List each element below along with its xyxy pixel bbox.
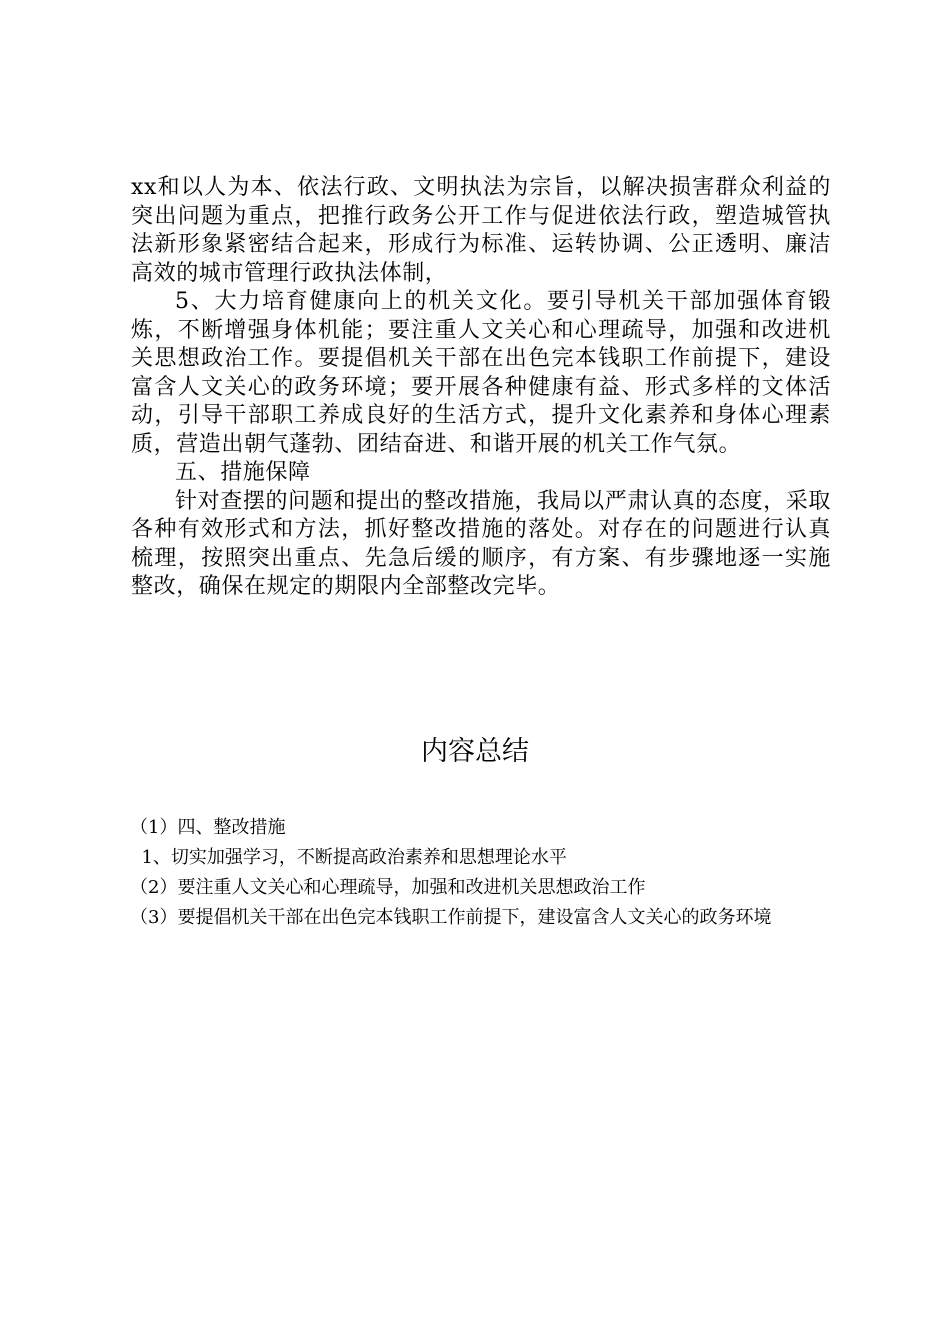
section-heading-measures: 五、措施保障: [175, 460, 311, 485]
paragraph-continuation: xx和以人为本、依法行政、文明执法为宗旨，以解决损害群众利益的突出问题为重点，把推行政务公开工作与促进依法行政，塑造城管执法新形象紧密结合起来，形成行为标准、运转协调、公正透明、廉洁高效的城市管理行政执法体制，: [131, 175, 831, 286]
summary-item: 1、切实加强学习，不断提高政治素养和思想理论水平: [130, 847, 567, 868]
paragraph-rectification: 针对查摆的问题和提出的整改措施，我局以严肃认真的态度，采取各种有效形式和方法，抓好整改措施的落处。对存在的问题进行认真梳理，按照突出重点、先急后缓的顺序，有方案、有步骤地逐一实施整改，确保在规定的期限内全部整改完毕。: [131, 488, 831, 599]
summary-title: 内容总结: [421, 736, 529, 767]
summary-list: [130, 813, 830, 933]
paragraph-culture: 5、大力培育健康向上的机关文化。要引导机关干部加强体育锻炼，不断增强身体机能；要注重人文关心和心理疏导，加强和改进机关思想政治工作。要提倡机关干部在出色完本钱职工作前提下，建设富含人文关心的政务环境；要开展各种健康有益、形式多样的文体活动，引导干部职工养成良好的生活方式，提升文化素养和身体心理素质，营造出朝气蓬勃、团结奋进、和谐开展的机关工作气氛。: [131, 289, 831, 457]
summary-item: （2）要注重人文关心和心理疏导，加强和改进机关思想政治工作: [130, 877, 646, 898]
body-text: [131, 174, 831, 602]
summary-item: （3）要提倡机关干部在出色完本钱职工作前提下，建设富含人文关心的政务环境: [130, 907, 772, 928]
summary-item: （1）四、整改措施: [130, 817, 286, 838]
